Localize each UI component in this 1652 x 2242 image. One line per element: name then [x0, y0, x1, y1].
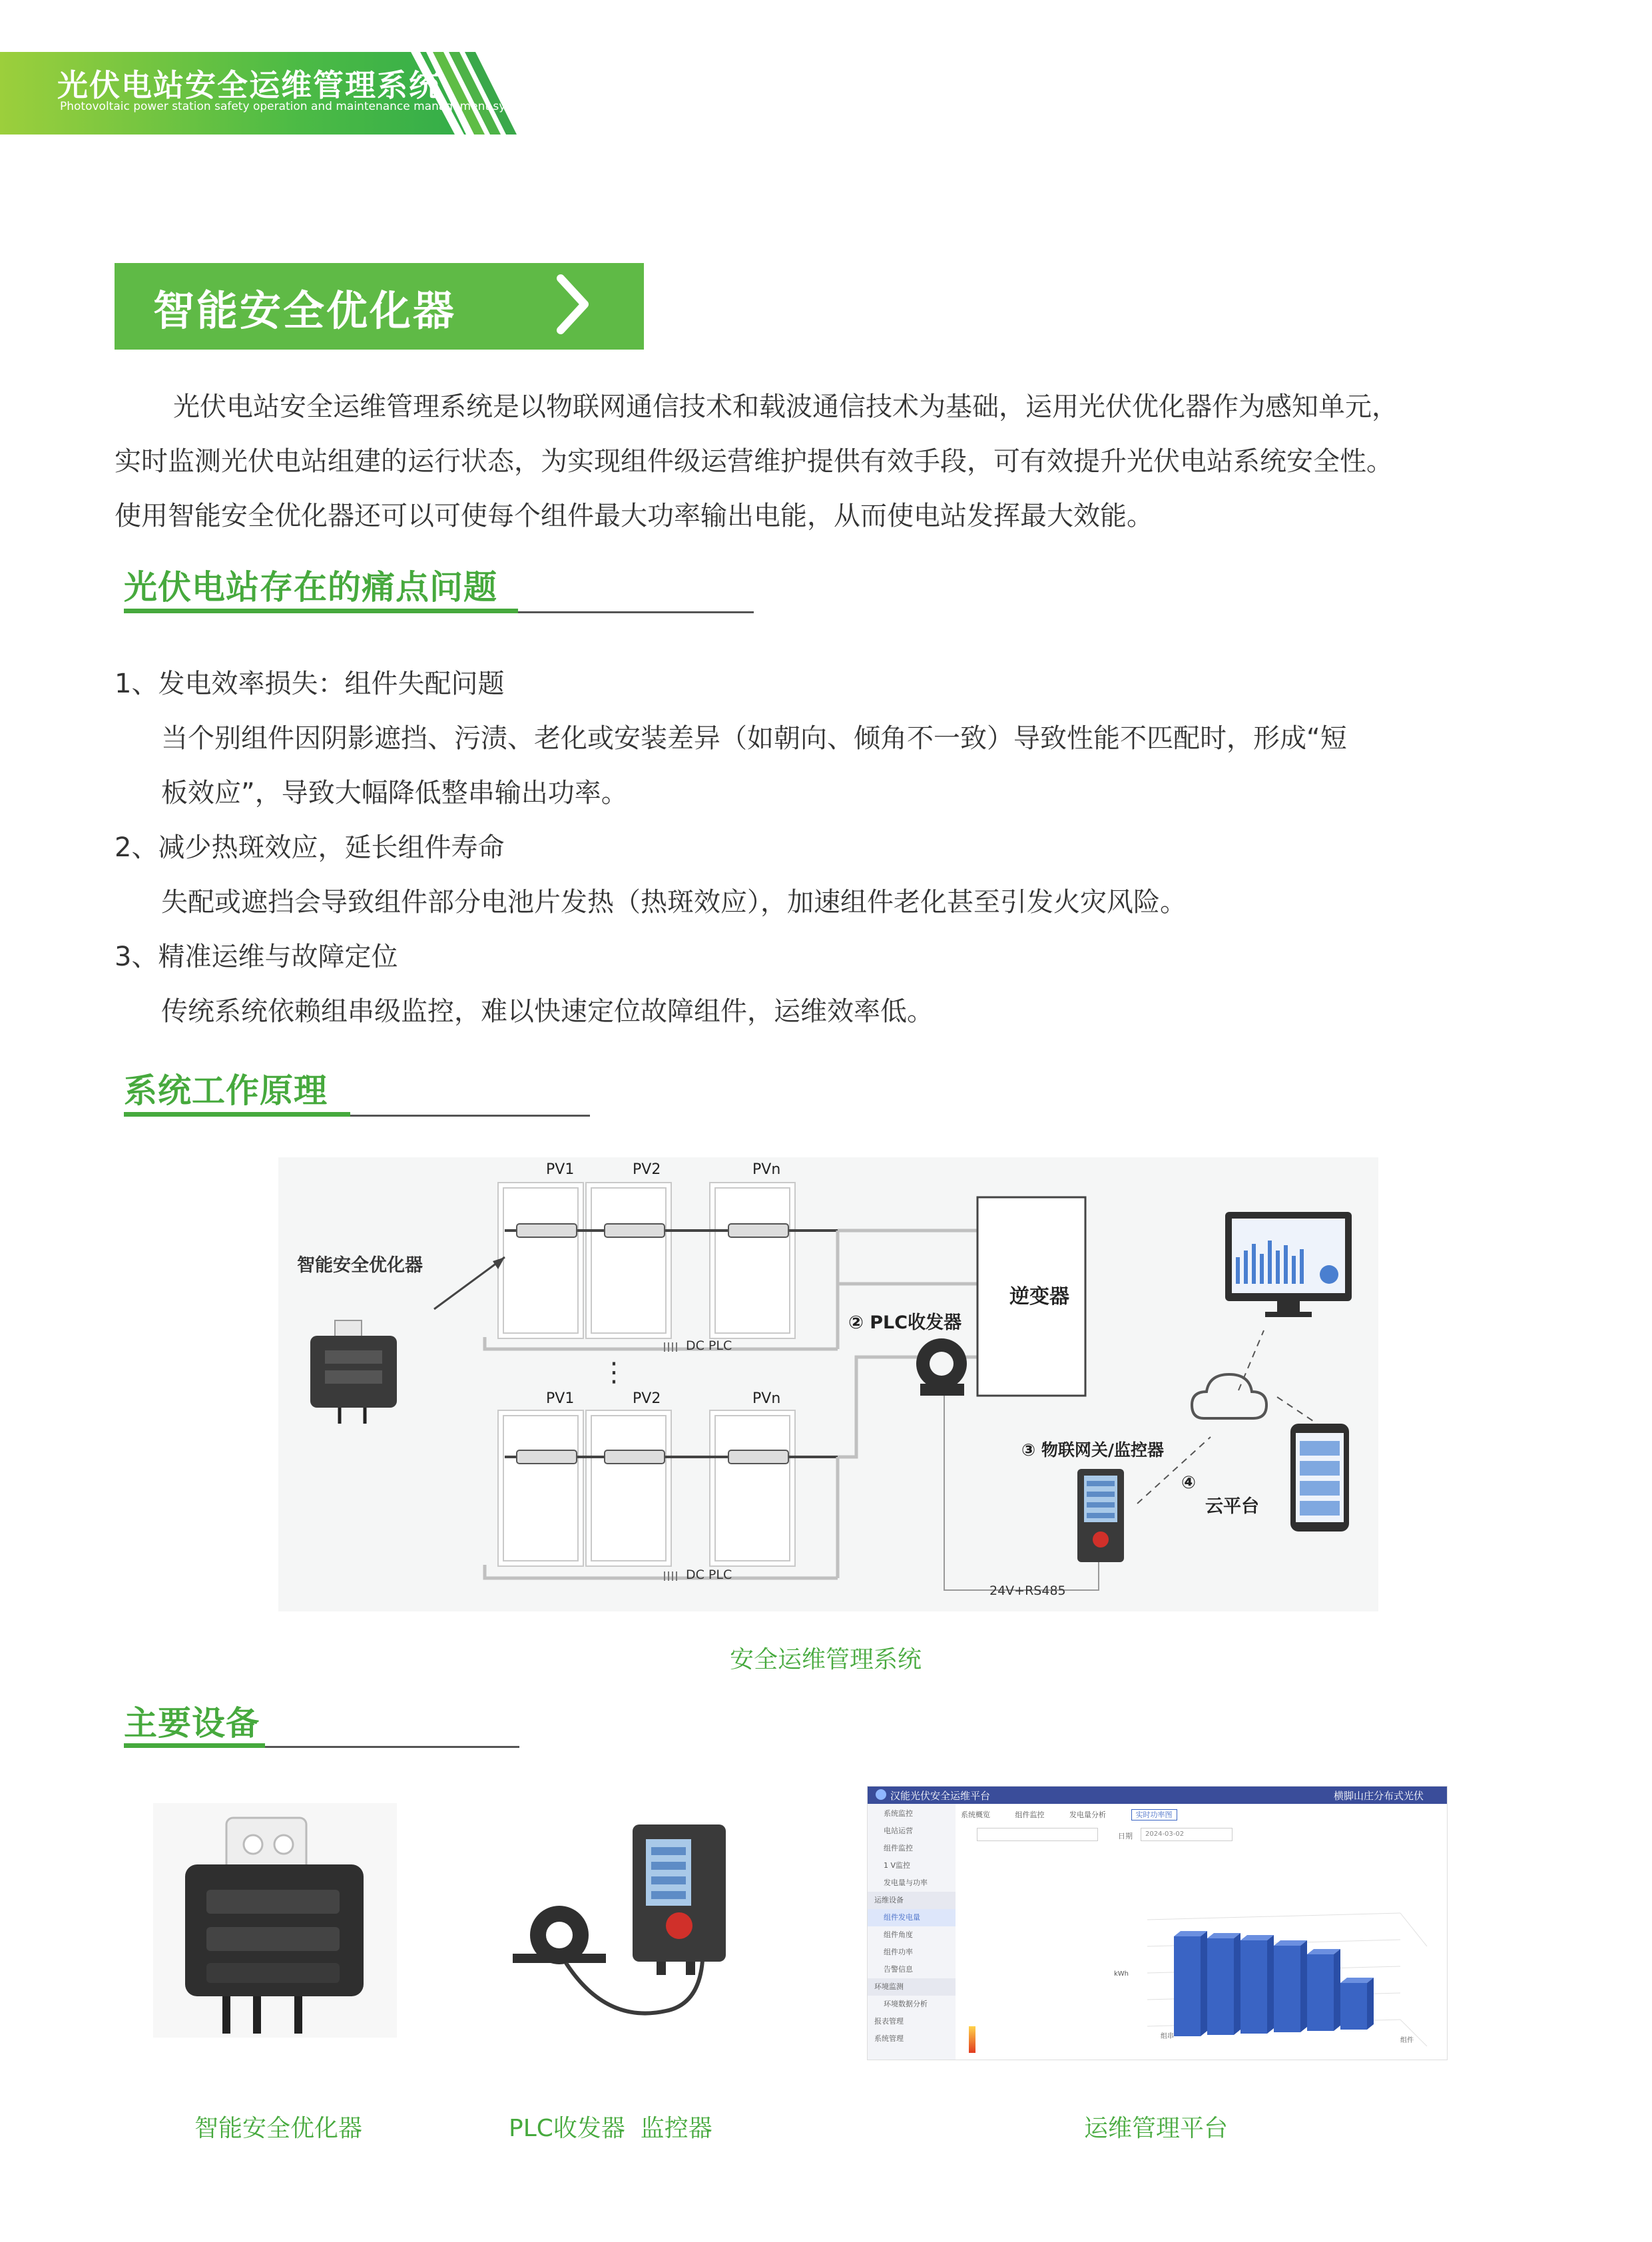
pain-point-body: 失配或遮挡会导致组件部分电池片发热（热斑效应），加速组件老化甚至引发火灾风险。 [161, 887, 1187, 918]
principle-underline-accent [124, 1112, 350, 1117]
system-diagram [278, 1157, 1378, 1611]
optimizer-label: 智能安全优化器 [297, 1255, 423, 1276]
platform-menu-item[interactable]: 环境监测 [868, 1978, 956, 1996]
platform-logo-icon [876, 1789, 886, 1800]
cloud-number: ④ [1181, 1473, 1197, 1493]
optimizer-product-image [153, 1803, 397, 2038]
chart-color-scale [969, 2026, 975, 2053]
platform-menu-item[interactable]: 运维设备 [868, 1892, 956, 1909]
platform-menu-item[interactable]: 报表管理 [874, 2017, 904, 2026]
pain-point-heading: 1、发电效率损失：组件失配问题 [115, 669, 505, 699]
ellipsis-dots: ⋮ [601, 1357, 627, 1388]
platform-header-right: 横脚山庄分布式光伏 [1334, 1790, 1424, 1802]
platform-header-title: 汉能光伏安全运维平台 [890, 1790, 991, 1802]
principle-title: 系统工作原理 [124, 1071, 328, 1110]
section-title: 智能安全优化器 [153, 286, 457, 335]
platform-menu [868, 1805, 956, 2048]
chart-bar-side [1267, 1935, 1274, 2034]
pv-panel-top-n [710, 1183, 795, 1338]
platform-tab[interactable]: 组件监控 [1015, 1811, 1045, 1819]
cloud-platform-label: 云平台 [1205, 1496, 1259, 1517]
equipment-underline-accent [124, 1743, 265, 1748]
pv-panel-bottom-n [710, 1410, 795, 1566]
pain-points-underline-accent [124, 609, 518, 613]
gateway-label: ③ 物联网关/监控器 [1021, 1440, 1165, 1460]
platform-screenshot [867, 1786, 1448, 2060]
pv-panel-bottom-2 [586, 1410, 671, 1566]
equipment-title: 主要设备 [124, 1704, 260, 1743]
platform-menu-item[interactable]: 系统管理 [874, 2034, 904, 2043]
pain-point-body: 传统系统依赖组串级监控，难以快速定位故障组件，运维效率低。 [161, 996, 934, 1027]
chart-bar-side [1300, 1940, 1307, 2032]
platform-menu-item[interactable]: 组件功率 [884, 1948, 913, 1956]
pvn-label-bottom: PVn [752, 1390, 781, 1407]
platform-filter-label: 日期 [1118, 1832, 1133, 1840]
platform-menu-item[interactable]: 发电量与功率 [884, 1878, 928, 1887]
platform-menu-item[interactable]: 1 V监控 [884, 1861, 911, 1870]
chart-bar-side [1201, 1931, 1207, 2036]
pain-point-body: 当个别组件因阴影遮挡、污渍、老化或安装差异（如朝向、倾角不一致）导致性能不匹配时，形成“短 [161, 723, 1347, 754]
pvn-label-top: PVn [752, 1161, 781, 1178]
system-diagram-svg [278, 1157, 1378, 1611]
inverter-label: 逆变器 [1009, 1285, 1069, 1308]
pain-points-list [115, 657, 1546, 1039]
pain-points-title: 光伏电站存在的痛点问题 [124, 568, 497, 607]
platform-menu-item[interactable]: 系统监控 [884, 1809, 913, 1818]
optimizer-product-svg [153, 1803, 397, 2038]
header-title: 光伏电站安全运维管理系统 [57, 67, 441, 103]
platform-menu-item[interactable]: 电站运营 [884, 1826, 913, 1835]
pain-point-heading: 2、减少热斑效应，延长组件寿命 [115, 832, 505, 863]
chart-y-label: kWh [1114, 1970, 1129, 1978]
platform-tab[interactable]: 系统概览 [961, 1811, 990, 1819]
bus-label: 24V+RS485 [989, 1583, 1066, 1598]
chart-bar-side [1334, 1949, 1340, 2031]
chart-z-label: 组件 [1400, 2037, 1414, 2044]
pv-panel-top-1 [498, 1183, 583, 1338]
platform-tabs [961, 1809, 1177, 1820]
chart-bar [1174, 1936, 1201, 2036]
equipment-caption-optimizer: 智能安全优化器 [194, 2115, 363, 2142]
intro-line-2: 实时监测光伏电站组建的运行状态，为实现组件级运营维护提供有效手段，可有效提升光伏电站系统安全性。 [115, 446, 1393, 477]
platform-tab-active[interactable]: 实时功率图 [1131, 1809, 1177, 1821]
intro-paragraph [115, 380, 1546, 543]
pv-panel-top-2 [586, 1183, 671, 1338]
chart-bars [1174, 1931, 1374, 2036]
platform-select[interactable] [977, 1828, 1098, 1841]
pain-point-heading: 3、精准运维与故障定位 [115, 942, 398, 972]
desktop-monitor-icon [1225, 1212, 1352, 1317]
diagram-caption: 安全运维管理系统 [730, 1646, 922, 1673]
pv2-label-bottom: PV2 [633, 1390, 661, 1407]
chart-x-label: 组串 [1161, 2033, 1174, 2040]
equipment-caption-platform: 运维管理平台 [1084, 2115, 1229, 2142]
dc-plc-label-bottom: DC PLC [686, 1567, 732, 1582]
platform-menu-item[interactable]: 环境数据分析 [884, 2000, 928, 2008]
platform-bar-chart [1067, 1906, 1440, 2053]
plc-monitor-product-svg [499, 1811, 739, 2024]
plc-label: ② PLC收发器 [848, 1312, 962, 1333]
platform-menu-item[interactable]: 告警信息 [884, 1965, 913, 1974]
mobile-phone-icon [1290, 1424, 1349, 1532]
header-subtitle: Photovoltaic power station safety operation and maintenance management system [60, 100, 534, 113]
platform-menu-item[interactable]: 组件监控 [884, 1844, 913, 1852]
pv2-label-top: PV2 [633, 1161, 661, 1178]
pv1-label-bottom: PV1 [546, 1390, 575, 1407]
optimizer-device [310, 1320, 397, 1424]
chart-bar [1340, 1983, 1367, 2030]
equipment-caption-plc-monitor: PLC收发器 监控器 [509, 2115, 712, 2142]
chart-bar [1307, 1954, 1334, 2031]
pv1-label-top: PV1 [546, 1161, 575, 1178]
chart-bar [1207, 1938, 1234, 2035]
platform-tab[interactable]: 发电量分析 [1069, 1811, 1106, 1819]
chart-bar-side [1234, 1933, 1240, 2035]
chart-bar-side [1367, 1978, 1374, 2030]
plc-monitor-product-image [499, 1811, 739, 2024]
chevron-right-icon [553, 274, 593, 334]
chart-bar [1240, 1940, 1267, 2034]
cloud-icon [1192, 1374, 1266, 1418]
optimizer-arrow [434, 1257, 505, 1309]
plc-transceiver-device [916, 1338, 967, 1396]
platform-menu-item[interactable]: 组件角度 [884, 1930, 913, 1939]
gateway-device [1077, 1469, 1124, 1562]
intro-line-1: 光伏电站安全运维管理系统是以物联网通信技术和载波通信技术为基础，运用光伏优化器作为感知单元， [173, 392, 1398, 422]
dc-plc-label-top: DC PLC [686, 1338, 732, 1353]
platform-date-input[interactable]: 2024-03-02 [1141, 1828, 1233, 1841]
pv-panel-bottom-1 [498, 1410, 583, 1566]
intro-line-3: 使用智能安全优化器还可以可使每个组件最大功率输出电能，从而使电站发挥最大效能。 [115, 501, 1153, 531]
chart-bar [1274, 1946, 1300, 2032]
pain-point-body: 板效应”，导致大幅降低整串输出功率。 [161, 778, 628, 808]
platform-menu-item-active[interactable]: 组件发电量 [868, 1909, 956, 1926]
banner-stripes-decoration [426, 52, 533, 135]
